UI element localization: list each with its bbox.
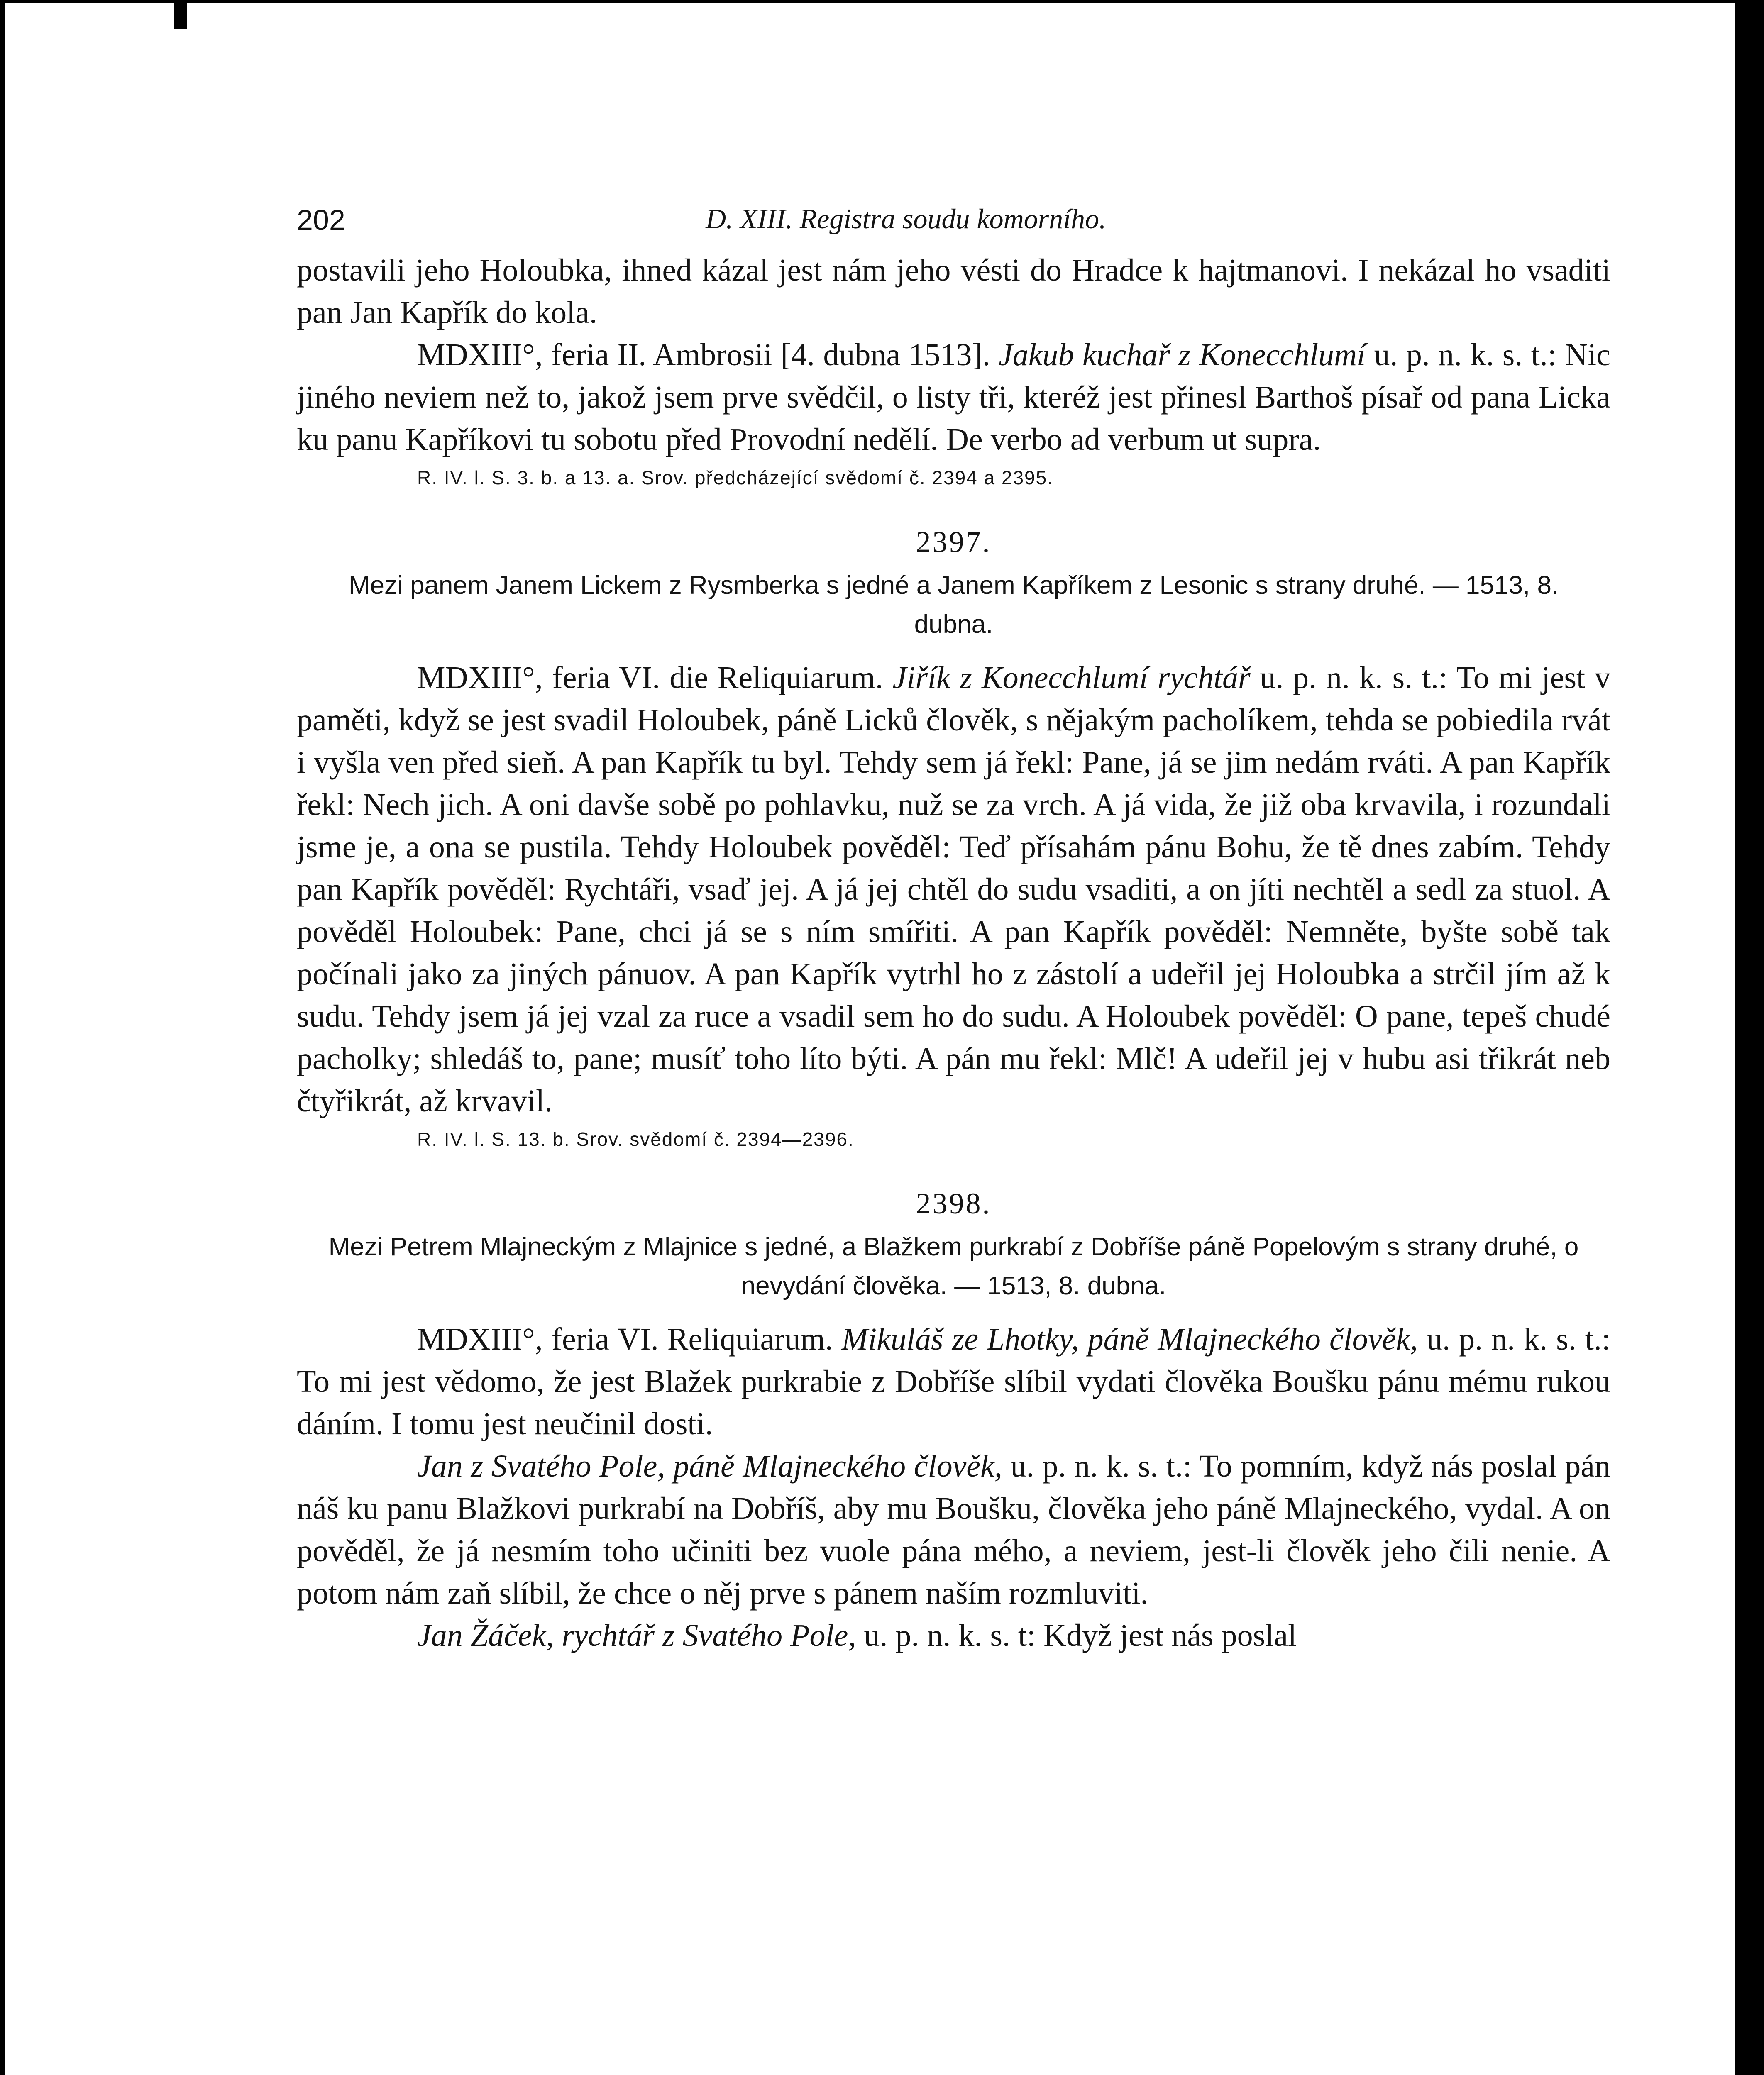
- paragraph: [297, 1614, 1610, 1657]
- witness-name: Jan z Svatého Pole, páně Mlajneckého člověk,: [417, 1449, 1002, 1484]
- entry-number: 2397.: [916, 525, 992, 559]
- date-line: MDXIII°, feria II. Ambrosii [4. dubna 1513].: [417, 337, 990, 372]
- entry-regest: Mezi Petrem Mlajneckým z Mlajnice s jedné, a Blažkem purkrabí z Dobříše páně Popelovým s strany druhé, o nevydání člověka. — 1513, 8. dubna.: [328, 1233, 1579, 1300]
- witness-name: Jiřík z Konecchlumí rychtář: [892, 660, 1251, 695]
- running-head: [297, 195, 1610, 249]
- witness-name: Jan Žáček, rychtář z Svatého Pole,: [417, 1618, 856, 1653]
- paragraph: [297, 1445, 1610, 1614]
- testimony-text: u. p. n. k. s. t.: To mi jest vědomo, že jest Blažek purkrabie z Dobříše slíbil vydati člověka Boušku pánu mému rukou dáním. I tomu jest neučinil dosti.: [297, 1322, 1611, 1441]
- scan-border-right: [1735, 0, 1764, 2075]
- paragraph: [297, 334, 1610, 461]
- entry-number: 2398.: [916, 1187, 992, 1220]
- testimony-text: u. p. n. k. s. t: Když jest nás poslal: [856, 1618, 1297, 1653]
- paragraph: [297, 657, 1610, 1122]
- scan-border-left: [0, 0, 5, 2075]
- paragraph: postavili jeho Holoubka, ihned kázal jest nám jeho vésti do Hradce k hajtmanovi. I nekázal ho vsaditi pan Jan Kapřík do kola.: [297, 253, 1610, 330]
- testimony-text: u. p. n. k. s. t.: To pomním, když nás poslal pán náš ku panu Blažkovi purkrabí na Dobříš, aby mu Boušku, člověka jeho páně Mlajneckého, vydal. A on pověděl, že já nesmím toho učiniti bez vuole pána mého, a neviem, jest-li člověk jeho čili nenie. A potom nám zaň slíbil, že chce o něj prve s pánem naším rozmluviti.: [297, 1449, 1611, 1611]
- paragraph: [297, 1318, 1610, 1445]
- date-line: MDXIII°, feria VI. Reliquiarum.: [417, 1322, 833, 1357]
- witness-name: Mikuláš ze Lhotky, páně Mlajneckého člověk,: [841, 1322, 1418, 1357]
- testimony-text: u. p. n. k. s. t.: Nic jiného neviem než to, jakož jsem prve svědčil, o listy tři, kteréž jest přinesl Barthoš písař od pana Licka ku panu Kapříkovi tu sobotu před Provodní nedělí. De verbo ad verbum ut supra.: [297, 337, 1611, 457]
- entry-regest: Mezi panem Janem Lickem z Rysmberka s jedné a Janem Kapříkem z Lesonic s strany druhé. — 1513, 8. dubna.: [348, 571, 1559, 639]
- date-line: MDXIII°, feria VI. die Reliquiarum.: [417, 660, 883, 695]
- testimony-text: u. p. n. k. s. t.: To mi jest v paměti, když se jest svadil Holoubek, páně Licků člověk, s nějakým pacholíkem, tehda se pobiedila rvát i vyšla ven před sieň. A pan Kapřík tu byl. Tehdy sem já řekl: Pane, já se jim nedám rváti. A pan Kapřík řekl: Nech jich. A oni davše sobě po pohlavku, nuž se za vrch. A já vida, že již oba krvavila, i rozundali jsme je, a ona se pustila. Tehdy Holoubek pověděl: Teď přísahám pánu Bohu, že tě dnes zabím. Tehdy pan Kapřík pověděl: Rychtáři, vsaď jej. A já jej chtěl do sudu vsaditi, a on jíti nechtěl a sedl za stuol. A pověděl Holoubek: Pane, chci já se s ním smířiti. A pan Kapřík pověděl: Nemněte, byšte sobě tak počínali jako za jiných pánuov. A pan Kapřík vytrhl ho z zástolí a udeřil jej Holoubka a strčil jím až k sudu. Tehdy jsem já jej vzal za ruce a vsadil sem ho do sudu. A Holoubek pověděl: O pane, tepeš chudé pacholky; shledáš to, pane; musíť toho líto býti. A pán mu řekl: Mlč! A udeřil jej v hubu asi třikrát neb čtyřikrát, až krvavil.: [297, 660, 1610, 1118]
- scan-corner-mark: [174, 0, 187, 29]
- page-number: 202: [297, 204, 345, 236]
- source-note: R. IV. l. S. 13. b. Srov. svědomí č. 2394—2396.: [417, 1128, 854, 1150]
- scan-border-top: [0, 0, 1764, 3]
- source-note: R. IV. l. S. 3. b. a 13. a. Srov. předcházející svědomí č. 2394 a 2395.: [417, 467, 1054, 488]
- witness-name: Jakub kuchař z Konecchlumí: [999, 337, 1366, 372]
- running-title: D. XIII. Registra soudu komorního.: [706, 203, 1107, 234]
- page-body: [297, 195, 1610, 1657]
